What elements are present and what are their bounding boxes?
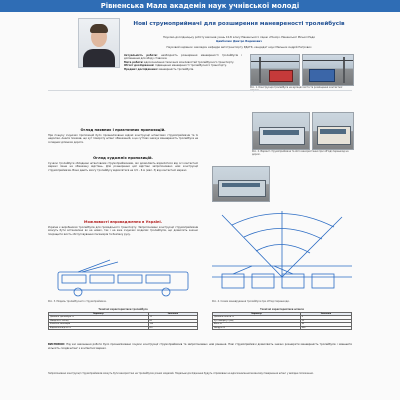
- goal-label: Мета роботи:: [124, 60, 144, 64]
- caption-2: Рис. 2. Варіант струмоприймача та його використання при об'їзді перешкод на дорозі.: [252, 150, 349, 156]
- table-left-title: Технічні характеристики тролейбуса: [98, 308, 148, 311]
- author-name: Цимбалюк Дмитро Вадимович: [215, 40, 263, 43]
- section-1-text: При пошуку існуючих пропозицій було проаналізовано відомі конструкції штангових струмоприймачів та їх недоліки. Аналіз показав, що кут повороту штанг обмежений, а це суттєво знижує маневреність тролейбуса на складних ділянках дороги.: [48, 134, 198, 144]
- header-band: [0, 0, 400, 12]
- table-right-title: Технічні характеристики штанги: [260, 308, 304, 311]
- table-row: Довжина тролейбуса, м 12: [49, 316, 198, 319]
- divider-line: [48, 90, 352, 91]
- supervisor-line: Науковий керівник: викладач кафедри автотранспорту РДАТК, кандидат наук Мельник Андрій Петрович: [166, 46, 312, 49]
- table-left-head: Параметр: [49, 313, 149, 316]
- conclusion-label: ВИСНОВОК:: [48, 343, 66, 346]
- section-3-title: Можливості впровадження в Україні.: [83, 220, 163, 224]
- caption-3: Рис. 3. Модель тролейбусного струмоприймача.: [48, 300, 107, 303]
- trolleybus-photo-3: [212, 166, 270, 202]
- intro-block: [124, 54, 242, 71]
- subject-text: маневреність тролейбусів.: [158, 67, 194, 71]
- conclusion-text: Під час виконання роботи було проаналізовано існуючі конструкції струмоприймачів та запропоновано нові рішення. Нові струмоприймачі дозволяють значно розширити маневреність тролейбусів і зменшити кількість сходів штанг з контактної мережі.: [48, 343, 352, 350]
- author-photo: [78, 18, 120, 68]
- table-row: Відхилення від осі, м 4,5: [49, 326, 198, 329]
- academy-title: Рівненська Мала академія наук учнівської молоді: [100, 2, 300, 10]
- trolleybus-photo-2: [312, 112, 354, 150]
- section-2-title: Огляд художніх пропозицій.: [93, 156, 153, 160]
- table-row: Кількість пасажирів 100: [49, 323, 198, 326]
- goal-text: вдосконалення технічних можливостей тролейбусного транспорту.: [144, 60, 235, 64]
- caption-1: Рис. 1. Конструкція тролейбуса на вулицях міста та розміщення контактної: [250, 86, 343, 89]
- table-right-head: Значення: [300, 313, 351, 316]
- section-1-title: Огляд наявних і практичних пропозицій.: [80, 128, 166, 132]
- table-row: Напруга, В 600: [213, 326, 352, 329]
- subject-label: Предмет дослідження:: [124, 67, 158, 71]
- table-left: [48, 312, 198, 330]
- table-left-head: Значення: [148, 313, 197, 316]
- street-photo-1: [250, 54, 300, 86]
- trolleybus-photo-1: [252, 112, 310, 150]
- footnote: Запропоновані конструкції струмоприймачів можуть бути використані на тролейбусах різних моделей. Подальші дослідження будуть спрямовані на вдосконалення механізму повернення штанг у вихідне положення.: [48, 372, 314, 375]
- table-row: Вага, кг 45: [213, 323, 352, 326]
- relevance-label: Актуальність роботи:: [124, 54, 158, 57]
- section-2-text: Сучасні тролейбуси обладнані штанговими струмоприймачами, які дозволяють відхилятися від осі контактної мережі лише на обмежену відстань. Для розширення цієї відстані запропоновано нові конструкції струмоприймачів. Вони дають змогу тролейбусу відхилятися на 4,5 – 6 м (мал. 3) від контактної мережі.: [48, 162, 198, 172]
- object-label: Об'єкт дослідження:: [124, 64, 155, 68]
- maneuver-diagram: [212, 258, 352, 298]
- object-text: підвищення маневреності тролейбусного транспорту.: [155, 64, 227, 68]
- table-row: Довжина штанги, м 6: [213, 316, 352, 319]
- table-row: Швидкість, км/год 60: [49, 319, 198, 322]
- trolleybus-model-diagram: [48, 258, 198, 298]
- table-right-head: Параметр: [213, 313, 301, 316]
- section-3-text: Україна є виробником тролейбусів для громадського транспорту. Запропоновані конструкції струмоприймачів можуть бути встановлені як на нових, так і на вже існуючих моделях тролейбусів, що дозволить значно покращити якість обслуговування пасажирів та безпеку руху.: [48, 226, 198, 236]
- poster-title: Нові струмоприймачі для розширення маневреності тролейбусів: [133, 21, 345, 27]
- table-right: [212, 312, 352, 330]
- conclusion: [48, 343, 352, 350]
- table-row: Кут повороту, град. 55: [213, 319, 352, 322]
- street-photo-2: [302, 54, 354, 86]
- author-line: Науково-дослідницьку роботу виконав учень 10-Б класу Рівненського ліцею «Юніор» Рівненської Міської Ради: [163, 36, 315, 39]
- caption-4: Рис. 4. Схема маневрування тролейбуса при об'їзді перешкоди.: [212, 300, 290, 303]
- relevance-text: необхідність розширення маневреності тролейбусів і доповнення для збору ставочки.: [124, 54, 242, 61]
